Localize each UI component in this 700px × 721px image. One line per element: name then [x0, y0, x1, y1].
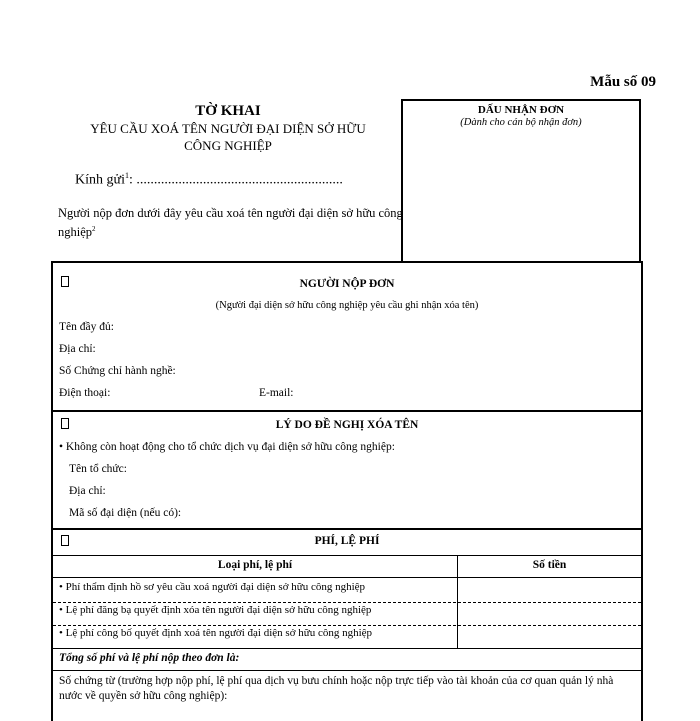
applicant-heading: NGƯỜI NỘP ĐƠN	[299, 278, 395, 290]
rep-code-label: Mã số đại diện (nếu có):	[69, 507, 182, 519]
fee-total-label: Tổng số phí và lệ phí nộp theo đơn là:	[59, 652, 240, 664]
stamp-box	[401, 99, 641, 262]
form-title: TỜ KHAI	[195, 103, 261, 119]
salutation-footnote: 1	[124, 171, 129, 180]
reason-bullet: • Không còn hoạt động cho tổ chức dịch vụ đại diện sở hữu công nghiệp:	[59, 441, 395, 453]
salutation	[75, 171, 343, 189]
receipt-paragraph: Số chứng từ (trường hợp nộp phí, lệ phí qua dịch vụ bưu chính hoặc nộp trực tiếp vào tài khoản của cơ quan quản lý nhà nước về quyền sở hữu công nghiệp):	[59, 675, 614, 702]
fee-table-bottom	[53, 648, 641, 649]
section-divider	[53, 528, 641, 530]
form-subtitle-line1: YÊU CẦU XOÁ TÊN NGƯỜI ĐẠI DIỆN SỞ HỮU	[90, 121, 366, 136]
salutation-label: Kính gửi	[75, 172, 125, 188]
org-address-label: Địa chỉ:	[69, 485, 106, 497]
stamp-note: (Dành cho cán bộ nhận đơn)	[460, 117, 582, 128]
certificate-label: Số Chứng chỉ hành nghề:	[59, 365, 176, 377]
fee-row-1: • Phí thẩm định hồ sơ yêu cầu xoá người đại diện sở hữu công nghiệp	[59, 581, 366, 593]
fee-type-header: Loại phí, lệ phí	[217, 559, 293, 571]
full-name-label: Tên đầy đủ:	[59, 321, 114, 333]
fee-row-divider	[53, 602, 641, 603]
fees-heading: PHÍ, LỆ PHÍ	[314, 535, 380, 547]
fee-amount-header: Số tiền	[532, 559, 567, 571]
intro-footnote: 2	[92, 225, 96, 233]
org-name-label: Tên tổ chức:	[69, 463, 127, 475]
stamp-title: DẤU NHẬN ĐƠN	[477, 104, 565, 116]
form-code: Mẫu số 09	[590, 74, 656, 90]
intro-text: Người nộp đơn dưới đây yêu cầu xoá tên người đại diện sở hữu công nghiệp	[58, 206, 403, 240]
applicant-note: (Người đại diện sở hữu công nghiệp yêu cầu ghi nhận xóa tên)	[215, 300, 479, 311]
form-subtitle-line2: CÔNG NGHIỆP	[184, 138, 272, 153]
section-divider	[53, 410, 641, 412]
reason-heading: LÝ DO ĐỀ NGHỊ XÓA TÊN	[275, 419, 419, 431]
fee-row-divider	[53, 625, 641, 626]
total-divider	[53, 670, 641, 671]
title-block	[58, 103, 398, 154]
fee-row-2: • Lệ phí đăng bạ quyết định xóa tên người đại diện sở hữu công nghiệp	[59, 604, 372, 616]
email-label: E-mail:	[259, 387, 294, 399]
phone-label: Điện thoại:	[59, 387, 111, 399]
form-body	[51, 261, 643, 721]
salutation-dots[interactable]: : ...........................................................	[128, 172, 343, 188]
fee-row-3: • Lệ phí công bố quyết định xoá tên người đại diện sở hữu công nghiệp	[59, 627, 373, 639]
fees-header-divider	[53, 577, 641, 578]
address-label: Địa chỉ:	[59, 343, 96, 355]
fees-table-top	[53, 555, 641, 556]
intro-paragraph	[58, 205, 403, 240]
